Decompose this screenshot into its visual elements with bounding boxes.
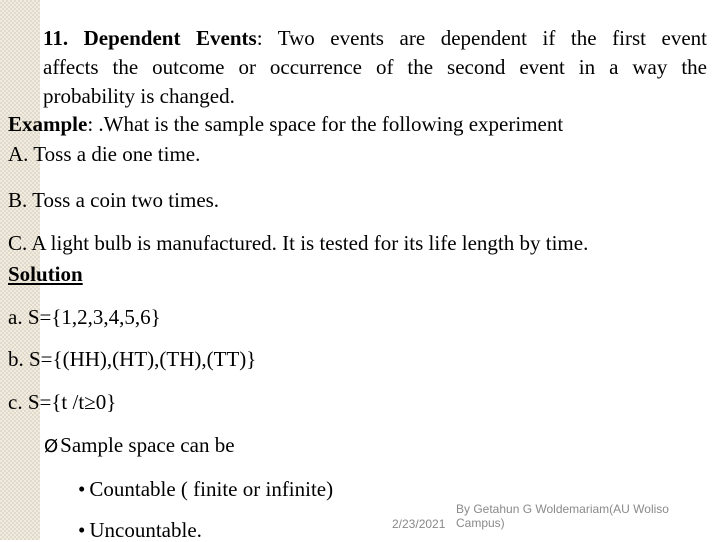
example-item-a: A. Toss a die one time. [8, 142, 201, 166]
example-label: Example [8, 112, 88, 136]
definition-line-2: affects the outcome or occurrence of the second event in a way the [43, 55, 707, 79]
sample-space-note-text: Sample space can be [60, 433, 235, 457]
bullet-icon: • [78, 518, 86, 542]
bullet-icon: • [78, 477, 86, 501]
bullet-text-uncountable: Uncountable. [89, 518, 202, 542]
solution-answer-b: b. S={(HH),(HT),(TH),(TT)} [8, 347, 257, 371]
solution-heading: Solution [8, 262, 83, 286]
sample-space-note [44, 433, 235, 459]
footer-author-line-1: By Getahun G Woldemariam(AU Woliso [456, 502, 669, 516]
example-text: : .What is the sample space for the following experiment [87, 112, 564, 136]
bullet-text-countable: Countable ( finite or infinite) [89, 477, 334, 501]
arrow-marker-icon: Ø [44, 436, 59, 457]
footer-date: 2/23/2021 [392, 517, 446, 531]
footer-author-line-2: Campus) [456, 516, 505, 530]
definition-line-1 [43, 26, 707, 50]
definition-term: 11. Dependent Events [43, 26, 257, 50]
definition-line-3: probability is changed. [43, 84, 235, 108]
solution-answer-c: c. S={t /t≥0} [8, 390, 117, 414]
example-item-b: B. Toss a coin two times. [8, 188, 220, 212]
definition-text-1: : Two events are dependent if the first event [256, 26, 707, 50]
example-item-c: C. A light bulb is manufactured. It is tested for its life length by time. [8, 231, 589, 255]
bullet-item-uncountable [78, 518, 202, 542]
example-line [8, 112, 563, 136]
solution-answer-a: a. S={1,2,3,4,5,6} [8, 305, 161, 329]
bullet-item-countable [78, 477, 333, 501]
